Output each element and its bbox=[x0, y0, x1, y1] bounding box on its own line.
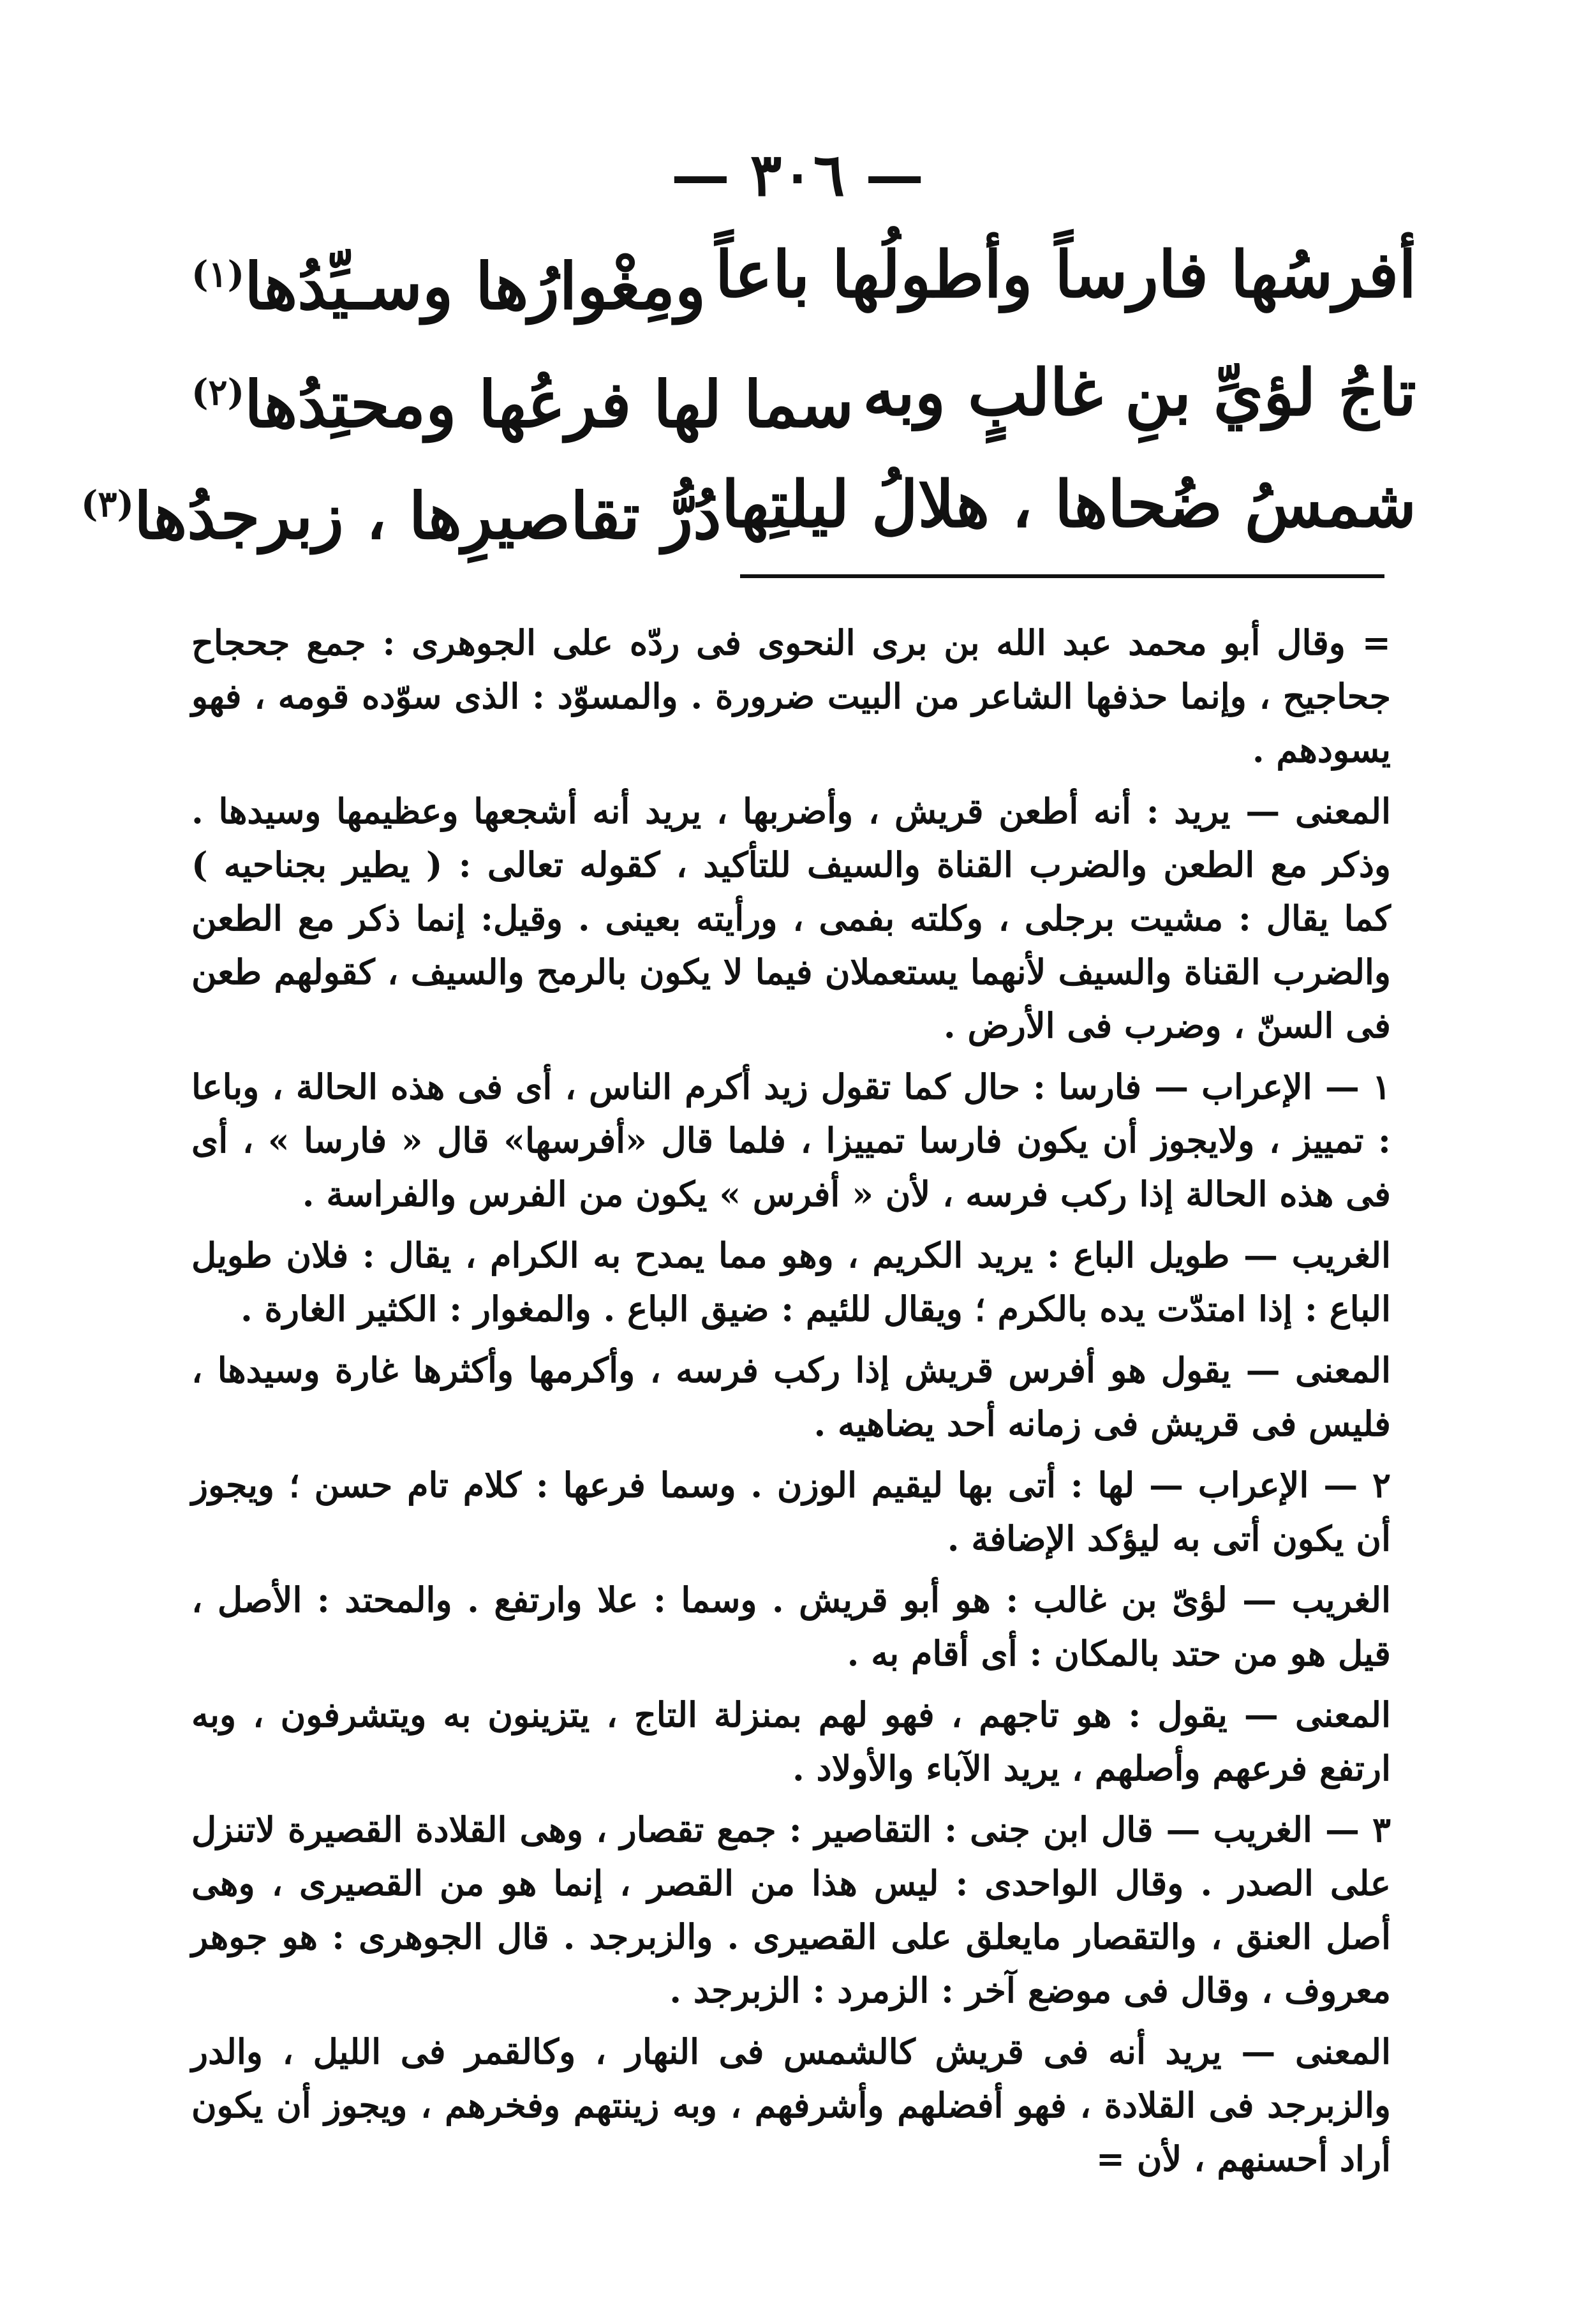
verse-3-footnote-marker: (٣) bbox=[80, 483, 134, 525]
commentary-paragraph: الغريب — طويل الباع : يريد الكريم ، وهو مما يمدح به الكرام ، يقال : فلان طويل الباع : إذا امتدّت يده بالكرم ؛ ويقال للئيم : ضيق الباع . والمغوار : الكثير الغارة . bbox=[191, 1235, 1391, 1329]
commentary-paragraph: الغريب — لؤىّ بن غالب : هو أبو قريش . وسما : علا وارتفع . والمحتد : الأصل ، قيل هو من حتد بالمكان : أى أقام به . bbox=[191, 1579, 1391, 1674]
commentary-paragraph: ١ — الإعراب — فارسا : حال كما تقول زيد أكرم الناس ، أى فى هذه الحالة ، وباعا : تمييز ، ولايجوز أن يكون فارسا تمييزا ، فلما قال «أفرسها» قال « فارسا » ، أى فى هذه الحالة إذا ركب فرسه ، لأن « أفرس » يكون من الفرس والفراسة . bbox=[191, 1066, 1391, 1214]
commentary-paragraph: المعنى — يقول : هو تاجهم ، فهو لهم بمنزلة التاج ، يتزينون به ويتشرفون ، وبه ارتفع فرعهم وأصلهم ، يريد الآباء والأولاد . bbox=[191, 1694, 1391, 1789]
commentary-paragraph: = وقال أبو محمد عبد الله بن برى النحوى فى ردّه على الجوهرى : جمع جحجاح جحاجيح ، وإنما حذفها الشاعر من البيت ضرورة . والمسوّد : الذى سوّده قومه ، فهو يسودهم . bbox=[191, 622, 1391, 770]
commentary-block bbox=[191, 616, 1391, 2193]
verse-2-first-hemistich: تاجُ لؤيِّ بنِ غالبٍ وبه bbox=[863, 355, 1416, 430]
verse-line-1 bbox=[191, 230, 1416, 325]
verse-3-second-hemistich bbox=[81, 459, 722, 555]
page-number: — ٣٠٦ — bbox=[671, 140, 924, 209]
verse-line-2 bbox=[191, 348, 1416, 443]
verse-2-second-text: سما لها فرعُها ومحتِدُها bbox=[244, 366, 854, 442]
verse-1-second-hemistich bbox=[191, 230, 706, 325]
commentary-paragraph: المعنى — يريد : أنه أطعن قريش ، وأضربها ، يريد أنه أشجعها وعظيمها وسيدها . وذكر مع الطعن والضرب القناة والسيف للتأكيد ، كقوله تعالى : ( يطير بجناحيه ) كما يقال : مشيت برجلى ، وكلته بفمى ، ورأيته بعينى . وقيل: إنما ذكر مع الطعن والضرب القناة والسيف لأنهما يستعملان فيما لا يكون بالرمح والسيف ، كقولهم طعن فى السنّ ، وضرب فى الأرض . bbox=[191, 791, 1391, 1046]
verse-3-first-hemistich: شمسُ ضُحاها ، هلالُ ليلتِها bbox=[721, 466, 1416, 542]
commentary-paragraph: المعنى — يقول هو أفرس قريش إذا ركب فرسه ، وأكرمها وأكثرها غارة وسيدها ، فليس فى قريش فى زمانه أحد يضاهيه . bbox=[191, 1350, 1391, 1444]
verse-1-second-text: ومِغْوارُها وسـيِّدُها bbox=[244, 248, 706, 324]
verse-2-footnote-marker: (٢) bbox=[191, 371, 245, 413]
verse-2-second-hemistich bbox=[191, 348, 854, 443]
commentary-paragraph: المعنى — يريد أنه فى قريش كالشمس فى النهار ، وكالقمر فى الليل ، والدر والزبرجد فى القلادة ، فهو أفضلهم وأشرفهم ، وبه زينتهم وفخرهم ، ويجوز أن يكون أراد أحسنهم ، لأن = bbox=[191, 2031, 1391, 2179]
commentary-paragraph: ٣ — الغريب — قال ابن جنى : التقاصير : جمع تقصار ، وهى القلادة القصيرة لاتنزل على الصدر . وقال الواحدى : ليس هذا من القصر ، إنما هو من القصيرى ، وهى أصل العنق ، والتقصار مايعلق على القصيرى . والزبرجد . قال الجوهرى : هو جوهر معروف ، وقال فى موضع آخر : الزمرد : الزبرجد . bbox=[191, 1809, 1391, 2011]
verse-1-footnote-marker: (١) bbox=[191, 253, 245, 295]
verse-3-second-text: دُرُّ تقاصيرِها ، زبرجدُها bbox=[133, 478, 722, 554]
verse-1-first-hemistich: أفرسُها فارساً وأطولُها باعاً bbox=[715, 237, 1416, 312]
separator-rule bbox=[740, 574, 1384, 578]
commentary-paragraph: ٢ — الإعراب — لها : أتى بها ليقيم الوزن . وسما فرعها : كلام تام حسن ؛ ويجوز أن يكون أتى به ليؤكد الإضافة . bbox=[191, 1464, 1391, 1559]
verse-line-3 bbox=[80, 459, 1416, 555]
